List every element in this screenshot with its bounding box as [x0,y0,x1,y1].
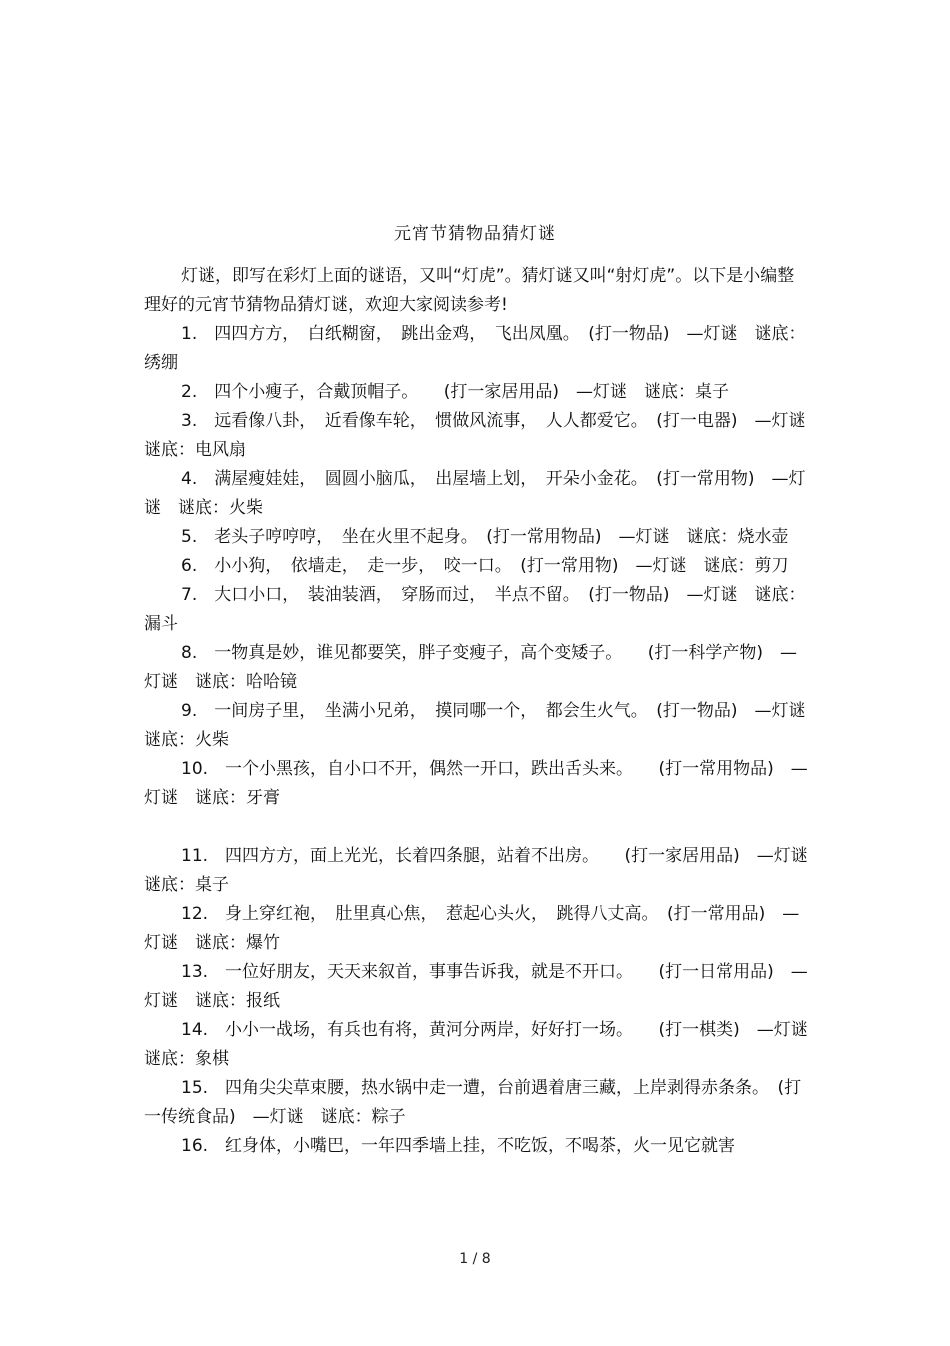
riddle-item-12: 12. 身上穿红袍， 肚里真心焦， 惹起心头火， 跳得八丈高。 (打一常用品) —灯谜 谜底：爆竹 [144,904,800,953]
riddle-item-15: 15. 四角尖尖草束腰，热水锅中走一遭，台前遇着唐三藏，上岸剥得赤条条。 (打一传统食品) —灯谜 谜底：粽子 [144,1078,802,1127]
page-number: 1 / 8 [459,1251,491,1267]
riddle-item-10: 10. 一个小黑孩，自小口不开，偶然一开口，跌出舌头来。 (打一常用物品) —灯谜 谜底：牙膏 [144,759,808,808]
riddle-item-4: 4. 满屋瘦娃娃， 圆圆小脑瓜， 出屋墙上划， 开朵小金花。 (打一常用物) —灯谜 谜底：火柴 [144,469,806,518]
riddle-item-2: 2. 四个小瘦子，合戴顶帽子。 (打一家居用品) —灯谜 谜底：桌子 [181,382,729,402]
riddle-item-9: 9. 一间房子里， 坐满小兄弟， 摸同哪一个， 都会生火气。 (打一物品) —灯谜 谜底：火柴 [144,701,823,750]
riddle-item-6: 6. 小小狗， 依墙走， 走一步， 咬一口。 (打一常用物) —灯谜 谜底：剪刀 [181,556,789,576]
intro-paragraph: 灯谜，即写在彩灯上面的谜语，又叫“灯虎”。猜灯谜又叫“射灯虎”。以下是小编整理好的元宵节猜物品猜灯谜，欢迎大家阅读参考! [144,266,795,315]
riddle-item-14: 14. 小小一战场，有兵也有将，黄河分两岸，好好打一场。 (打一棋类) —灯谜 谜底：象棋 [144,1020,825,1069]
riddle-item-1: 1. 四四方方， 白纸糊窗， 跳出金鸡， 飞出凤凰。 (打一物品) —灯谜 谜底：绣绷 [144,324,806,373]
riddle-item-16: 16. 红身体，小嘴巴，一年四季墙上挂，不吃饭，不喝茶，火一见它就害 [181,1136,736,1156]
riddle-item-7: 7. 大口小口， 装油装酒， 穿肠而过， 半点不留。 (打一物品) —灯谜 谜底：漏斗 [144,585,806,634]
section-gap [144,813,809,842]
riddle-item-3: 3. 远看像八卦， 近看像车轮， 惯做风流事， 人人都爱它。 (打一电器) —灯谜 谜底：电风扇 [144,411,823,460]
riddle-item-5: 5. 老头子哼哼哼， 坐在火里不起身。 (打一常用物品) —灯谜 谜底：烧水壶 [181,527,789,547]
riddle-item-11: 11. 四四方方，面上光光，长着四条腿，站着不出房。 (打一家居用品) —灯谜 谜底：桌子 [144,846,825,895]
document-body [144,262,825,1161]
document-title: 元宵节猜物品猜灯谜 [394,224,556,244]
riddle-item-13: 13. 一位好朋友，天天来叙首，事事告诉我，就是不开口。 (打一日常用品) —灯谜 谜底：报纸 [144,962,808,1011]
riddle-item-8: 8. 一物真是妙，谁见都要笑，胖子变瘦子，高个变矮子。 (打一科学产物) —灯谜 谜底：哈哈镜 [144,643,797,692]
